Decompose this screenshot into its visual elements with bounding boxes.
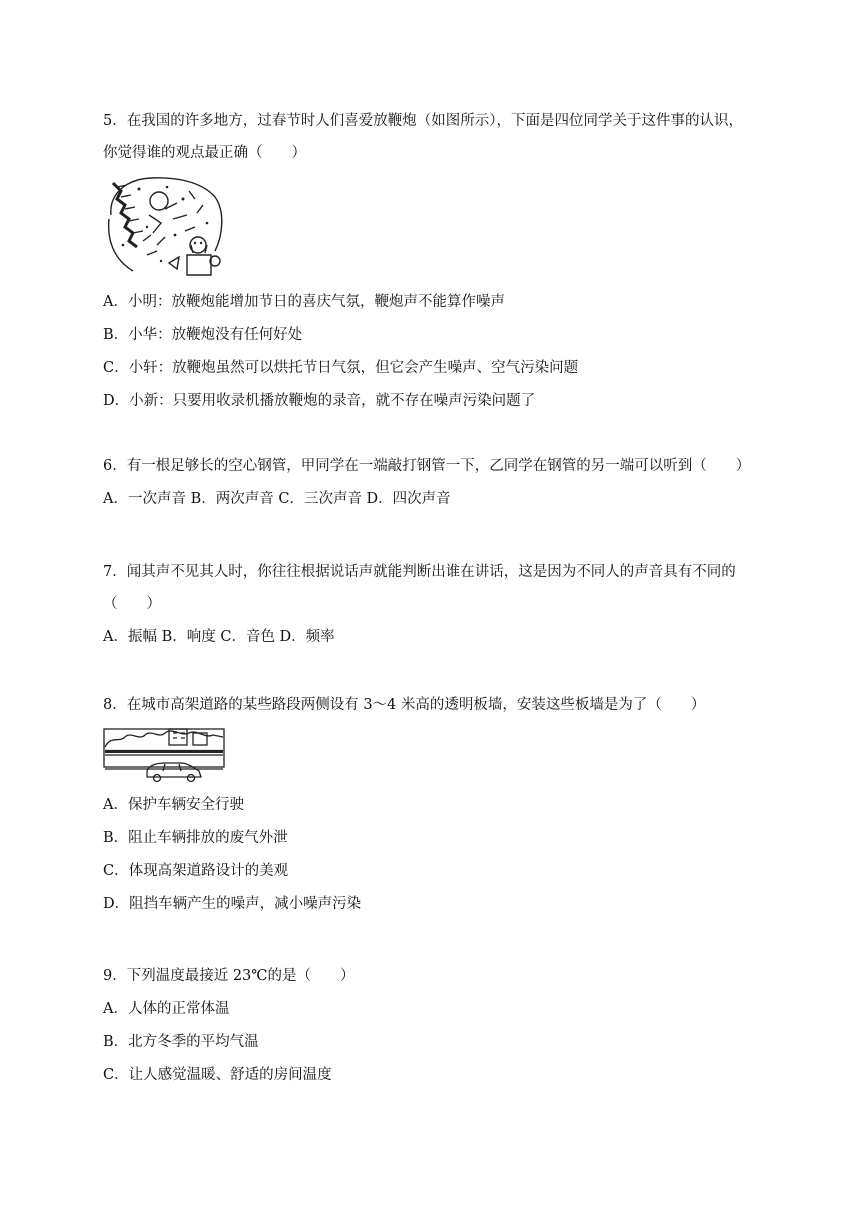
question-8-option-c: C．体现高架道路设计的美观: [103, 863, 289, 879]
question-5-option-b: B．小华：放鞭炮没有任何好处: [103, 327, 303, 343]
firecracker-illustration: [103, 175, 227, 279]
question-8-option-d: D．阻挡车辆产生的噪声，减小噪声污染: [103, 896, 362, 912]
question-7-options: A．振幅 B．响度 C．音色 D．频率: [103, 629, 335, 645]
question-8-stem: 8．在城市高架道路的某些路段两侧设有 3～4 米高的透明板墙，安装这些板墙是为了（ ）: [103, 697, 706, 713]
question-9-option-b: B．北方冬季的平均气温: [103, 1034, 259, 1050]
question-9-option-a: A．人体的正常体温: [103, 1001, 230, 1017]
question-6-options: A．一次声音 B．两次声音 C．三次声音 D．四次声音: [103, 491, 451, 507]
question-5: [103, 111, 768, 411]
question-5-stem-line-2: 你觉得谁的观点最正确（ ）: [103, 145, 306, 161]
question-5-option-d: D．小新：只要用收录机播放鞭炮的录音，就不存在噪声污染问题了: [103, 393, 536, 409]
question-5-option-a: A．小明：放鞭炮能增加节日的喜庆气氛，鞭炮声不能算作噪声: [103, 294, 505, 310]
highway-barrier-illustration: [103, 725, 225, 783]
question-9: [103, 966, 768, 1085]
question-8: [103, 695, 768, 914]
question-9-option-c: C．让人感觉温暖、舒适的房间温度: [103, 1067, 332, 1083]
question-8-option-a: A．保护车辆安全行驶: [103, 797, 244, 813]
question-6: [103, 456, 768, 509]
question-5-stem-line-1: 5．在我国的许多地方，过春节时人们喜爱放鞭炮（如图所示），下面是四位同学关于这件事的认识，: [103, 113, 743, 129]
question-7-stem-line-2: （ ）: [103, 596, 161, 612]
question-6-stem: 6．有一根足够长的空心钢管，甲同学在一端敲打钢管一下，乙同学在钢管的另一端可以听到（ ）: [103, 458, 751, 474]
question-7: [103, 562, 768, 647]
question-9-stem: 9．下列温度最接近 23℃的是（ ）: [103, 968, 355, 984]
question-7-stem-line-1: 7．闻其声不见其人时，你往往根据说话声就能判断出谁在讲话，这是因为不同人的声音具有不同的: [103, 564, 736, 580]
question-5-option-c: C．小轩：放鞭炮虽然可以烘托节日气氛，但它会产生噪声、空气污染问题: [103, 360, 579, 376]
question-8-option-b: B．阻止车辆排放的废气外泄: [103, 830, 288, 846]
